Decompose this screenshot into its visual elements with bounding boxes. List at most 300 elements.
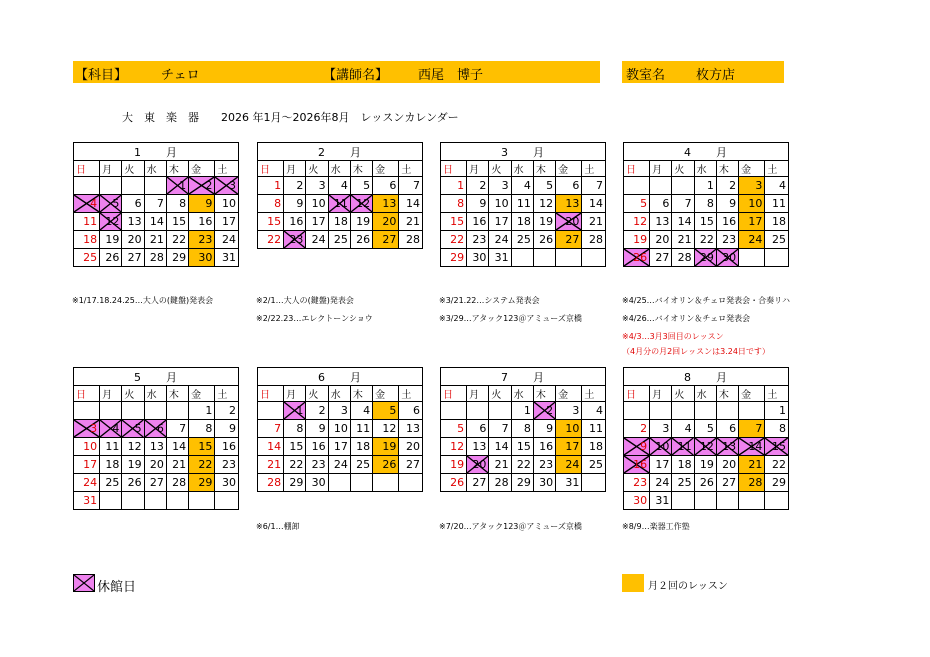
day-cell bbox=[328, 402, 350, 420]
day-number: 18 bbox=[333, 215, 348, 228]
day-cell bbox=[166, 213, 188, 231]
day-cell bbox=[399, 231, 423, 249]
empty-day-cell bbox=[74, 177, 100, 195]
day-number: 25 bbox=[589, 458, 603, 471]
teacher-value: 西尾 博子 bbox=[418, 68, 484, 83]
day-cell bbox=[350, 213, 372, 231]
day-number: 29 bbox=[772, 476, 786, 489]
day-number: 17 bbox=[655, 458, 670, 471]
day-number: 22 bbox=[198, 458, 213, 471]
day-number: 31 bbox=[494, 251, 509, 264]
month-calendar bbox=[73, 367, 239, 510]
calendar-note: ※1/17.18.24.25…大人の(鍵盤)発表会 bbox=[72, 296, 214, 305]
day-cell bbox=[672, 195, 694, 213]
day-number: 13 bbox=[382, 197, 397, 210]
day-number: 19 bbox=[105, 233, 120, 246]
day-number: 15 bbox=[699, 215, 714, 228]
day-cell bbox=[306, 231, 328, 249]
day-number: 5 bbox=[546, 179, 554, 192]
day-number: 27 bbox=[565, 233, 580, 246]
month-calendar bbox=[257, 367, 423, 492]
day-number: 9 bbox=[318, 422, 326, 435]
day-cell bbox=[765, 195, 789, 213]
empty-day-cell bbox=[765, 249, 789, 267]
day-number: 23 bbox=[198, 233, 213, 246]
weekday-header: 月 bbox=[100, 161, 122, 177]
day-number: 29 bbox=[289, 476, 304, 489]
day-cell bbox=[489, 249, 511, 267]
day-cell bbox=[100, 438, 122, 456]
month-calendar bbox=[623, 367, 789, 510]
month-calendar bbox=[440, 367, 606, 492]
day-number: 19 bbox=[127, 458, 142, 471]
day-cell bbox=[556, 195, 582, 213]
day-number: 20 bbox=[406, 440, 420, 453]
day-number: 26 bbox=[127, 476, 142, 489]
day-cell bbox=[215, 195, 239, 213]
day-number: 3 bbox=[755, 179, 763, 192]
day-cell bbox=[215, 177, 239, 195]
day-number: 20 bbox=[382, 215, 397, 228]
day-number: 16 bbox=[539, 440, 554, 453]
empty-day-cell bbox=[122, 492, 144, 510]
day-cell bbox=[258, 456, 284, 474]
day-number: 11 bbox=[677, 440, 692, 453]
day-cell bbox=[166, 456, 188, 474]
day-number: 4 bbox=[779, 179, 786, 192]
day-cell bbox=[122, 195, 144, 213]
empty-day-cell bbox=[166, 492, 188, 510]
day-number: 8 bbox=[179, 197, 187, 210]
weekday-header: 火 bbox=[122, 161, 144, 177]
day-number: 28 bbox=[748, 476, 763, 489]
day-number: 8 bbox=[296, 422, 304, 435]
calendar-note: ※4/25…バイオリン＆チェロ発表会・合奏リハ bbox=[622, 296, 790, 305]
day-cell bbox=[765, 474, 789, 492]
day-number: 15 bbox=[267, 215, 282, 228]
day-cell bbox=[650, 420, 672, 438]
month-calendar bbox=[623, 142, 789, 267]
calendar-note: （4月分の月2回レッスンは3.24日です） bbox=[622, 347, 770, 356]
day-number: 26 bbox=[105, 251, 120, 264]
day-cell bbox=[350, 402, 372, 420]
day-cell bbox=[739, 420, 765, 438]
day-number: 3 bbox=[229, 179, 236, 192]
day-cell bbox=[100, 420, 122, 438]
day-number: 17 bbox=[333, 440, 348, 453]
calendar-note: ※6/1…棚卸 bbox=[256, 522, 300, 531]
day-cell bbox=[582, 438, 606, 456]
day-number: 27 bbox=[722, 476, 737, 489]
weekday-header: 木 bbox=[716, 161, 738, 177]
day-number: 2 bbox=[205, 179, 213, 192]
empty-day-cell bbox=[373, 474, 399, 492]
day-number: 21 bbox=[267, 458, 282, 471]
day-cell bbox=[122, 231, 144, 249]
day-cell bbox=[467, 231, 489, 249]
day-number: 16 bbox=[472, 215, 487, 228]
weekday-header: 金 bbox=[189, 386, 215, 402]
day-number: 17 bbox=[311, 215, 326, 228]
empty-day-cell bbox=[122, 402, 144, 420]
weekday-header: 日 bbox=[441, 386, 467, 402]
day-number: 31 bbox=[565, 476, 580, 489]
day-number: 12 bbox=[633, 215, 648, 228]
day-cell bbox=[74, 420, 100, 438]
day-cell bbox=[328, 177, 350, 195]
day-number: 22 bbox=[289, 458, 304, 471]
day-number: 1 bbox=[296, 404, 304, 417]
day-cell bbox=[441, 231, 467, 249]
day-cell bbox=[582, 195, 606, 213]
day-number: 21 bbox=[494, 458, 509, 471]
day-cell bbox=[489, 177, 511, 195]
weekday-header: 金 bbox=[373, 386, 399, 402]
day-cell bbox=[166, 249, 188, 267]
day-cell bbox=[215, 474, 239, 492]
month-title: 6 月 bbox=[258, 368, 423, 386]
weekday-header: 火 bbox=[672, 161, 694, 177]
day-cell bbox=[511, 177, 533, 195]
day-cell bbox=[672, 438, 694, 456]
day-number: 6 bbox=[662, 197, 670, 210]
day-number: 27 bbox=[382, 233, 397, 246]
weekday-header: 日 bbox=[74, 386, 100, 402]
day-number: 28 bbox=[494, 476, 509, 489]
day-cell bbox=[144, 420, 166, 438]
weekday-header: 月 bbox=[284, 386, 306, 402]
day-number: 25 bbox=[516, 233, 531, 246]
day-number: 7 bbox=[156, 197, 164, 210]
day-number: 21 bbox=[677, 233, 692, 246]
day-number: 9 bbox=[479, 197, 487, 210]
day-cell bbox=[739, 474, 765, 492]
day-number: 7 bbox=[179, 422, 187, 435]
day-cell bbox=[306, 420, 328, 438]
day-number: 16 bbox=[222, 440, 236, 453]
weekday-header: 月 bbox=[284, 161, 306, 177]
day-number: 10 bbox=[83, 440, 98, 453]
day-cell bbox=[74, 213, 100, 231]
day-cell bbox=[144, 195, 166, 213]
day-cell bbox=[144, 213, 166, 231]
day-number: 5 bbox=[363, 179, 371, 192]
day-number: 7 bbox=[413, 179, 420, 192]
day-cell bbox=[284, 474, 306, 492]
empty-day-cell bbox=[511, 249, 533, 267]
day-number: 19 bbox=[539, 215, 554, 228]
weekday-header: 土 bbox=[765, 161, 789, 177]
day-cell bbox=[739, 195, 765, 213]
day-number: 31 bbox=[655, 494, 670, 507]
day-number: 1 bbox=[205, 404, 213, 417]
day-number: 5 bbox=[706, 422, 714, 435]
day-cell bbox=[694, 438, 716, 456]
day-number: 26 bbox=[356, 233, 371, 246]
day-cell bbox=[467, 456, 489, 474]
day-cell bbox=[399, 420, 423, 438]
weekday-header: 土 bbox=[399, 386, 423, 402]
day-number: 31 bbox=[222, 251, 236, 264]
day-number: 6 bbox=[479, 422, 487, 435]
day-cell bbox=[624, 474, 650, 492]
day-cell bbox=[694, 420, 716, 438]
day-cell bbox=[739, 456, 765, 474]
empty-day-cell bbox=[122, 177, 144, 195]
day-number: 4 bbox=[684, 422, 692, 435]
day-number: 29 bbox=[198, 476, 213, 489]
day-cell bbox=[511, 213, 533, 231]
day-number: 30 bbox=[722, 251, 737, 264]
day-cell bbox=[100, 213, 122, 231]
day-cell bbox=[511, 402, 533, 420]
day-number: 5 bbox=[112, 197, 120, 210]
empty-day-cell bbox=[144, 177, 166, 195]
day-cell bbox=[350, 195, 372, 213]
day-number: 23 bbox=[289, 233, 304, 246]
day-cell bbox=[556, 402, 582, 420]
empty-day-cell bbox=[328, 474, 350, 492]
weekday-header: 土 bbox=[399, 161, 423, 177]
day-cell bbox=[284, 213, 306, 231]
day-number: 29 bbox=[172, 251, 187, 264]
day-number: 26 bbox=[539, 233, 554, 246]
day-number: 19 bbox=[450, 458, 465, 471]
day-cell bbox=[650, 213, 672, 231]
day-cell bbox=[694, 456, 716, 474]
day-cell bbox=[511, 420, 533, 438]
day-cell bbox=[350, 456, 372, 474]
day-number: 26 bbox=[633, 251, 648, 264]
day-cell bbox=[373, 456, 399, 474]
day-number: 11 bbox=[516, 197, 531, 210]
header-bar bbox=[73, 61, 600, 83]
day-number: 4 bbox=[596, 404, 603, 417]
day-number: 2 bbox=[318, 404, 326, 417]
day-cell bbox=[694, 177, 716, 195]
empty-day-cell bbox=[672, 177, 694, 195]
day-number: 15 bbox=[772, 440, 786, 453]
day-cell bbox=[650, 456, 672, 474]
empty-day-cell bbox=[100, 402, 122, 420]
day-cell bbox=[215, 420, 239, 438]
day-number: 8 bbox=[779, 422, 786, 435]
day-number: 16 bbox=[289, 215, 304, 228]
day-number: 12 bbox=[450, 440, 465, 453]
day-number: 2 bbox=[640, 422, 648, 435]
day-number: 20 bbox=[149, 458, 164, 471]
day-cell bbox=[624, 195, 650, 213]
day-cell bbox=[739, 231, 765, 249]
day-number: 11 bbox=[356, 422, 371, 435]
day-number: 8 bbox=[205, 422, 213, 435]
day-number: 27 bbox=[406, 458, 420, 471]
day-number: 1 bbox=[706, 179, 714, 192]
day-cell bbox=[258, 420, 284, 438]
day-number: 20 bbox=[565, 215, 580, 228]
day-number: 8 bbox=[274, 197, 282, 210]
day-number: 13 bbox=[565, 197, 580, 210]
day-number: 6 bbox=[729, 422, 737, 435]
day-number: 23 bbox=[472, 233, 487, 246]
day-number: 6 bbox=[572, 179, 580, 192]
day-cell bbox=[144, 249, 166, 267]
day-cell bbox=[306, 438, 328, 456]
legend-twice-label: 月２回のレッスン bbox=[648, 581, 728, 592]
empty-day-cell bbox=[166, 402, 188, 420]
day-cell bbox=[511, 438, 533, 456]
day-cell bbox=[650, 492, 672, 510]
empty-day-cell bbox=[716, 402, 738, 420]
day-number: 23 bbox=[311, 458, 326, 471]
day-cell bbox=[441, 213, 467, 231]
day-cell bbox=[511, 474, 533, 492]
day-number: 28 bbox=[406, 233, 420, 246]
day-number: 20 bbox=[472, 458, 487, 471]
day-number: 24 bbox=[655, 476, 670, 489]
day-number: 13 bbox=[655, 215, 670, 228]
day-number: 15 bbox=[289, 440, 304, 453]
empty-day-cell bbox=[144, 402, 166, 420]
day-cell bbox=[533, 195, 555, 213]
day-cell bbox=[373, 402, 399, 420]
day-cell bbox=[284, 231, 306, 249]
day-cell bbox=[556, 456, 582, 474]
day-number: 4 bbox=[363, 404, 371, 417]
day-number: 28 bbox=[172, 476, 187, 489]
day-cell bbox=[624, 456, 650, 474]
day-number: 1 bbox=[523, 404, 531, 417]
empty-day-cell bbox=[716, 492, 738, 510]
month-calendar bbox=[73, 142, 239, 267]
day-cell bbox=[467, 249, 489, 267]
day-cell bbox=[74, 474, 100, 492]
day-number: 26 bbox=[699, 476, 714, 489]
empty-day-cell bbox=[624, 402, 650, 420]
day-number: 15 bbox=[516, 440, 531, 453]
day-number: 23 bbox=[539, 458, 554, 471]
day-cell bbox=[650, 231, 672, 249]
day-cell bbox=[284, 195, 306, 213]
day-cell bbox=[624, 438, 650, 456]
day-number: 13 bbox=[722, 440, 737, 453]
empty-day-cell bbox=[650, 177, 672, 195]
day-cell bbox=[74, 195, 100, 213]
day-cell bbox=[716, 420, 738, 438]
day-number: 22 bbox=[699, 233, 714, 246]
day-cell bbox=[215, 402, 239, 420]
weekday-header: 月 bbox=[467, 161, 489, 177]
day-number: 12 bbox=[539, 197, 554, 210]
day-cell bbox=[306, 195, 328, 213]
day-cell bbox=[533, 177, 555, 195]
day-number: 20 bbox=[127, 233, 142, 246]
day-number: 26 bbox=[450, 476, 465, 489]
day-number: 19 bbox=[382, 440, 397, 453]
day-cell bbox=[258, 231, 284, 249]
weekday-header: 日 bbox=[624, 386, 650, 402]
day-cell bbox=[650, 474, 672, 492]
day-number: 3 bbox=[340, 404, 348, 417]
day-cell bbox=[716, 195, 738, 213]
month-title: 4 月 bbox=[624, 143, 789, 161]
day-cell bbox=[306, 177, 328, 195]
weekday-header: 火 bbox=[672, 386, 694, 402]
day-number: 14 bbox=[267, 440, 282, 453]
day-cell bbox=[399, 195, 423, 213]
weekday-header: 水 bbox=[328, 161, 350, 177]
day-cell bbox=[716, 438, 738, 456]
day-number: 7 bbox=[596, 179, 603, 192]
day-number: 17 bbox=[494, 215, 509, 228]
calendar-note: ※3/29…アタック123＠アミューズ京橋 bbox=[439, 314, 582, 323]
weekday-header: 土 bbox=[582, 161, 606, 177]
day-cell bbox=[716, 231, 738, 249]
day-cell bbox=[373, 177, 399, 195]
day-number: 12 bbox=[699, 440, 714, 453]
day-cell bbox=[765, 456, 789, 474]
day-number: 21 bbox=[589, 215, 603, 228]
day-number: 24 bbox=[83, 476, 98, 489]
day-number: 2 bbox=[479, 179, 487, 192]
day-number: 27 bbox=[149, 476, 164, 489]
day-cell bbox=[765, 231, 789, 249]
day-cell bbox=[694, 474, 716, 492]
calendar-note: ※4/3…3月3回目のレッスン bbox=[622, 332, 724, 341]
day-number: 26 bbox=[382, 458, 397, 471]
room-bar bbox=[622, 61, 784, 83]
day-number: 24 bbox=[565, 458, 580, 471]
empty-day-cell bbox=[672, 402, 694, 420]
day-number: 23 bbox=[222, 458, 236, 471]
day-cell bbox=[122, 456, 144, 474]
day-cell bbox=[716, 249, 738, 267]
empty-day-cell bbox=[489, 402, 511, 420]
day-number: 11 bbox=[772, 197, 786, 210]
month-calendar bbox=[257, 142, 423, 249]
day-number: 18 bbox=[105, 458, 120, 471]
calendar-title: 大 東 楽 器 2026 年1月～2026年8月 レッスンカレンダー bbox=[122, 111, 459, 124]
weekday-header: 木 bbox=[166, 161, 188, 177]
weekday-header: 木 bbox=[350, 386, 372, 402]
day-cell bbox=[215, 456, 239, 474]
calendar-note: ※8/9…楽器工作塾 bbox=[622, 522, 690, 531]
day-cell bbox=[328, 420, 350, 438]
day-number: 18 bbox=[589, 440, 603, 453]
day-cell bbox=[533, 420, 555, 438]
day-cell bbox=[441, 474, 467, 492]
month-title: 7 月 bbox=[441, 368, 606, 386]
day-cell bbox=[650, 195, 672, 213]
day-cell bbox=[306, 213, 328, 231]
day-number: 16 bbox=[198, 215, 213, 228]
day-number: 17 bbox=[565, 440, 580, 453]
day-cell bbox=[166, 438, 188, 456]
empty-day-cell bbox=[765, 492, 789, 510]
day-cell bbox=[215, 213, 239, 231]
day-number: 30 bbox=[472, 251, 487, 264]
day-number: 4 bbox=[523, 179, 531, 192]
day-cell bbox=[739, 213, 765, 231]
day-number: 25 bbox=[356, 458, 371, 471]
weekday-header: 土 bbox=[765, 386, 789, 402]
day-cell bbox=[144, 231, 166, 249]
day-cell bbox=[100, 456, 122, 474]
weekday-header: 火 bbox=[489, 386, 511, 402]
day-number: 12 bbox=[356, 197, 371, 210]
day-cell bbox=[215, 438, 239, 456]
day-number: 14 bbox=[172, 440, 187, 453]
